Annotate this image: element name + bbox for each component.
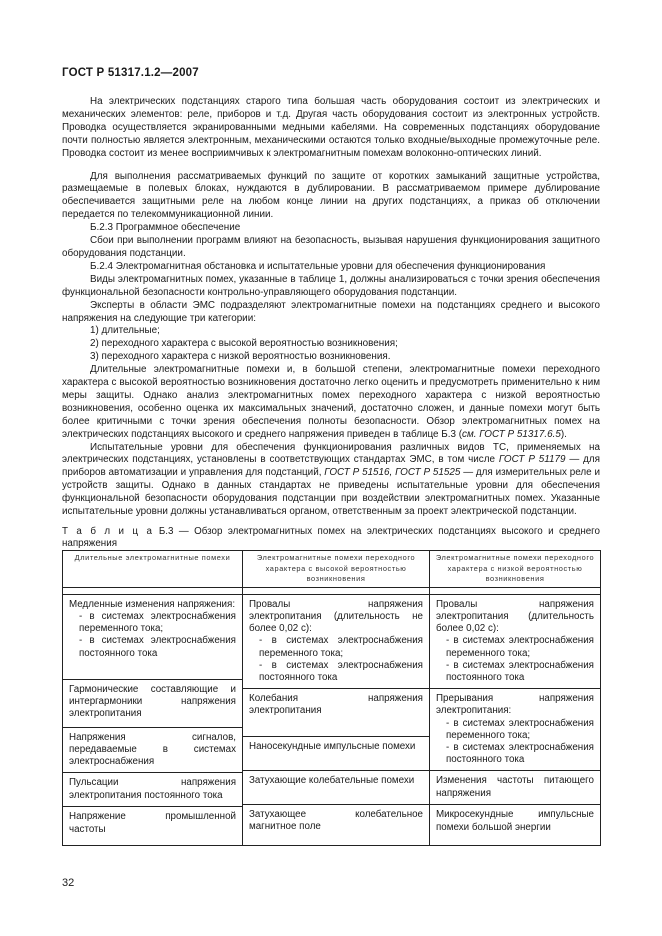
- cell-subitem: - в системах электроснабжения постоянного тока: [259, 659, 423, 683]
- cell-subitem: - в системах электроснабжения переменного тока;: [79, 610, 236, 635]
- section-heading: Б.2.4 Электромагнитная обстановка и испытательные уровни для обеспечения функционирования: [90, 260, 546, 272]
- page-number: 32: [62, 877, 75, 889]
- cell-text: Пульсации напряжения электропитания постоянного тока: [69, 777, 236, 801]
- cell-text: Провалы напряжения электропитания (длительность не более 0,02 с):: [249, 598, 423, 635]
- paragraph: Сбои при выполнении программ влияют на безопасность, вызывая нарушения функционирования защитного оборудования подстанции.: [62, 235, 600, 259]
- body-text: [62, 96, 600, 519]
- reference: см. ГОСТ Р 51317.6.5: [462, 428, 561, 440]
- cell-text: Провалы напряжения электропитания (длительность более 0,02 с):: [436, 598, 594, 635]
- section-heading: Б.2.3 Программное обеспечение: [90, 222, 241, 234]
- cell-text: Напряжение промышленной частоты: [69, 811, 236, 835]
- cell-text: Затухающие колебательные помехи: [249, 775, 415, 787]
- cell-text: Микросекундные импульсные помехи большой энергии: [436, 809, 594, 833]
- reference: ГОСТ Р 51179: [498, 454, 566, 466]
- table-column-2: [243, 594, 430, 846]
- table-caption: Т а б л и ц а Б.3 — Обзор электромагнитных помех на электрических подстанциях высокого и среднего напряжения: [62, 526, 600, 549]
- cell-text: Гармонические составляющие и интергармоники напряжения электропитания: [69, 683, 236, 720]
- table-column-1: [63, 594, 243, 846]
- table-header: Длительные электромагнитные помехи: [63, 551, 243, 588]
- table-cell: [430, 595, 600, 689]
- paragraph: Испытательные уровни для обеспечения функционирования различных видов ТС, применяемых на электрических подстанциях, установлены в соответствующих стандартах ЭМС, в том числе ГОСТ Р 51179 — для приборов автоматизации и управления для подстанций, ГОСТ Р 51516, ГОСТ Р 51525 — для измерительных реле и устройств защиты. Однако в данных стандартах не приведены испытательные уровни для обеспечения функциональной безопасности оборудования подстанции при воздействии электромагнитных помех. Указанные испытательные уровни должны устанавливаться органом, ответственным за проект электрической подстанции.: [62, 441, 601, 518]
- cell-text: Напряжения сигналов, передаваемые в системах электроснабжения: [69, 731, 236, 768]
- cell-subitem: - в системах электроснабжения переменного тока;: [446, 635, 594, 659]
- cell-text: Прерывания напряжения электропитания:: [436, 693, 594, 717]
- document-header: ГОСТ Р 51317.1.2—2007: [62, 67, 199, 79]
- cell-subitem: - в системах электроснабжения постоянного тока: [79, 635, 236, 659]
- table-cell: [243, 595, 429, 689]
- paragraph: Длительные электромагнитные помехи и, в большой степени, электромагнитные помехи переходного характера с высокой вероятностью возникновения достаточно легко оценить и предусмотреть применительно к ним меры защиты. Однако анализ электромагнитных помех переходного характера с низкой вероятностью возникновения, особенно оценка их максимальных значений, достаточно сложен, и данные помехи могут быть более критичными с точки зрения обеспечения полноты безопасности. Обзор электромагнитных помех на электрических подстанциях высокого и среднего напряжения приведен в таблице Б.3 (см. ГОСТ Р 51317.6.5).: [62, 364, 600, 440]
- cell-subitem: - в системах электроснабжения переменного тока;: [259, 635, 423, 659]
- table-cell: [430, 771, 600, 805]
- table-column-3: [430, 594, 601, 846]
- cell-text: Колебания напряжения электропитания: [249, 693, 423, 717]
- table-cell: [243, 737, 429, 771]
- table-cell: [430, 689, 600, 771]
- list-item: 3) переходного характера с низкой вероятностью возникновения.: [90, 351, 391, 363]
- cell-text: Медленные изменения напряжения:: [69, 598, 236, 610]
- table-header: Электромагнитные помехи переходного характера с высокой вероятностью возникновения: [243, 551, 430, 588]
- list-item: 2) переходного характера с высокой вероятностью возникновения;: [90, 338, 398, 350]
- table-header: Электромагнитные помехи переходного характера с низкой вероятностью возникновения: [430, 551, 601, 588]
- table-cell: [63, 728, 242, 774]
- table-cell: [63, 807, 242, 845]
- table-cell: [243, 771, 429, 805]
- cell-subitem: - в системах электроснабжения переменного тока;: [446, 717, 594, 741]
- emi-table: [62, 550, 601, 846]
- table-cell: [430, 805, 600, 843]
- reference: ГОСТ Р 51516, ГОСТ Р 51525: [324, 467, 461, 479]
- list-item: 1) длительные;: [90, 325, 160, 337]
- paragraph: Эксперты в области ЭМС подразделяют электромагнитные помехи на подстанциях среднего и высокого напряжения на следующие три категории:: [62, 299, 600, 324]
- table-cell: [243, 805, 429, 843]
- cell-text: Наносекундные импульсные помехи: [249, 741, 416, 753]
- cell-text: Изменения частоты питающего напряжения: [436, 775, 594, 799]
- cell-text: Затухающее колебательное магнитное поле: [249, 809, 423, 833]
- table-cell: [243, 689, 429, 737]
- paragraph: Виды электромагнитных помех, указанные в таблице 1, должны анализироваться с точки зрения обеспечения функциональной безопасности контрольно-управляющего оборудования подстанции.: [62, 273, 600, 298]
- table-cell: [63, 595, 242, 680]
- paragraph: Для выполнения рассматриваемых функций по защите от коротких замыканий защитные устройства, размещаемые в полевых блоках, нуждаются в дублировании. В рассматриваемом примере дублирование обеспечивается защитными реле на любом конце линии на других подстанциях, а приказ об отключении передается по телекоммуникационной линии.: [62, 170, 600, 221]
- table-cell: [63, 680, 242, 728]
- cell-subitem: - в системах электроснабжения постоянного тока: [446, 659, 594, 683]
- paragraph: На электрических подстанциях старого типа большая часть оборудования состоит из электрических и механических элементов: реле, приборов и т.д. Другая часть оборудования состоит из электронных устройств. Проводка осуществляется экранированными медными кабелями. На современных подстанциях оборудование почти полностью является электронным, механическими остаются только входные/выходные промежуточные реле. Проводка состоит из менее восприимчивых к электромагнитным помехам волоконно-оптических линий.: [62, 96, 600, 159]
- cell-subitem: - в системах электроснабжения постоянного тока: [446, 742, 594, 766]
- table-cell: [63, 773, 242, 807]
